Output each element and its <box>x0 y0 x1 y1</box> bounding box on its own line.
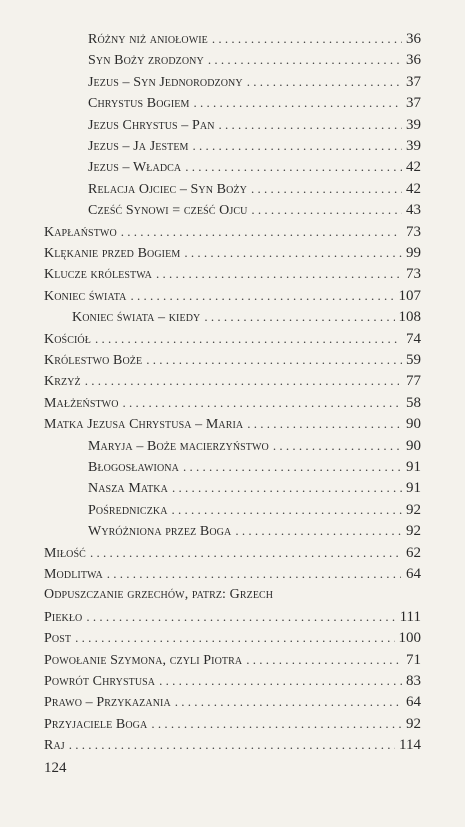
index-entry-label: Matka Jezusa Chrystusa – Maria <box>44 417 244 433</box>
index-entry <box>44 331 421 351</box>
index-entry-page: 39 <box>406 138 421 154</box>
dot-leader <box>219 117 402 133</box>
index-entry-label: Jezus – Władca <box>88 160 182 176</box>
index-entry <box>44 630 421 650</box>
index-entry-page: 90 <box>406 437 421 454</box>
index-entry-page: 99 <box>406 245 421 261</box>
index-entry-label: Wyróżniona przez Boga <box>88 524 232 540</box>
index-entry-label: Różny niż aniołowie <box>88 32 208 47</box>
index-entry-label: Syn Boży zrodzony <box>88 53 204 69</box>
index-entry-label: Jezus – Syn Jednorodzony <box>88 74 243 90</box>
index-entry <box>44 652 421 672</box>
dot-leader <box>159 673 402 689</box>
index-entry <box>72 309 421 329</box>
index-entry <box>88 159 421 179</box>
index-entry-label: Powołanie Szymona, czyli Piotra <box>44 652 243 668</box>
dot-leader <box>75 630 394 646</box>
index-entry <box>88 117 421 137</box>
index-entry-label: Post <box>44 631 72 647</box>
index-entry-page: 77 <box>406 373 421 390</box>
index-entry-label: Odpuszczanie grzechów, patrz: Grzech <box>44 587 274 603</box>
index-entry-page: 71 <box>406 651 421 668</box>
dot-leader <box>184 245 402 261</box>
dot-leader <box>208 52 402 68</box>
index-entry-label: Cześć Synowi = cześć Ojcu <box>88 203 248 219</box>
index-entry-page: 36 <box>406 52 421 69</box>
index-entry-label: Jezus Chrystus – Pan <box>88 117 215 133</box>
dot-leader <box>251 202 402 218</box>
index-entry <box>44 416 421 436</box>
index-entry <box>88 523 421 543</box>
index-entry-label: Modlitwa <box>44 567 103 582</box>
index-entry-page: 37 <box>406 95 421 112</box>
index-entry-page: 107 <box>398 287 421 304</box>
index-entry <box>88 438 421 458</box>
dot-leader <box>123 395 402 411</box>
dot-leader <box>247 74 402 90</box>
index-entry-page: 64 <box>406 566 421 582</box>
dot-leader <box>251 181 402 197</box>
index-entry-label: Nasza Matka <box>88 481 168 497</box>
index-entry-page: 92 <box>406 501 421 518</box>
index-entry-page: 114 <box>399 737 421 754</box>
index-entry <box>88 31 421 51</box>
index-entry <box>88 459 421 479</box>
index-entry-label: Miłość <box>44 545 86 561</box>
dot-leader <box>193 95 402 111</box>
page-number: 124 <box>44 760 67 776</box>
dot-leader <box>246 652 402 668</box>
index-entry-label: Klękanie przed Bogiem <box>44 246 181 261</box>
dot-leader <box>85 373 400 389</box>
dot-leader <box>172 480 402 496</box>
index-entry-label: Relacja Ojciec – Syn Boży <box>88 181 247 197</box>
index-entry-page: 74 <box>406 330 421 347</box>
index-entry-page: 100 <box>398 630 421 647</box>
index-entry-label: Maryja – Boże macierzyństwo <box>88 438 269 454</box>
index-entry <box>44 694 421 714</box>
dot-leader <box>146 352 402 368</box>
index-entry-label: Jezus – Ja Jestem <box>88 139 189 154</box>
dot-leader <box>273 438 402 454</box>
dot-leader <box>69 737 395 753</box>
index-entry <box>44 245 421 265</box>
index-entry-label: Pośredniczka <box>88 502 168 518</box>
index-entry-label: Błogosławiona <box>88 460 179 475</box>
index-entry-label: Przyjaciele Boga <box>44 716 148 732</box>
dot-leader <box>175 694 402 710</box>
index-entry <box>44 266 421 286</box>
index-entry <box>44 673 421 693</box>
index-entry-page: 64 <box>406 694 421 711</box>
dot-leader <box>121 224 402 240</box>
dot-leader <box>90 545 400 561</box>
index-entry-label: Koniec świata <box>44 288 127 304</box>
index-entry <box>44 395 421 415</box>
dot-leader <box>107 566 401 582</box>
index-entry <box>44 609 421 629</box>
index-entry-label: Małżeństwo <box>44 395 119 411</box>
dot-leader <box>151 716 402 732</box>
index-entry-page: 90 <box>406 416 421 433</box>
index-entry <box>88 202 421 222</box>
index-entry-page: 83 <box>406 673 421 689</box>
index-entry-page: 39 <box>406 116 421 133</box>
index-entry-page: 108 <box>398 309 421 326</box>
index-entry-label: Kościół <box>44 331 91 347</box>
index-entry <box>44 737 421 757</box>
index-entry-page: 92 <box>406 715 421 732</box>
index-entry-page: 58 <box>406 394 421 411</box>
index-entry <box>88 138 421 158</box>
index-entry-label: Koniec świata – kiedy <box>72 310 201 326</box>
index-entry-page: 73 <box>406 223 421 240</box>
dot-leader <box>185 159 402 175</box>
dot-leader <box>212 31 402 47</box>
dot-leader <box>235 523 402 539</box>
dot-leader <box>95 331 400 347</box>
dot-leader <box>172 502 402 518</box>
index-entry <box>88 480 421 500</box>
index-entry <box>44 716 421 736</box>
index-entry-page: 91 <box>406 459 421 475</box>
dot-leader <box>193 138 402 154</box>
index-entry-page: 37 <box>406 73 421 90</box>
dot-leader <box>156 266 402 282</box>
dot-leader <box>204 309 394 325</box>
index-entry <box>44 288 421 308</box>
index-entry-label: Chrystus Bogiem <box>88 96 190 112</box>
index-entry-label: Klucze królestwa <box>44 267 152 283</box>
index-entry-label: Powrót Chrystusa <box>44 674 156 689</box>
index-entry-label: Kapłaństwo <box>44 224 117 240</box>
index-entry <box>44 566 421 586</box>
index-entry-page: 43 <box>406 202 421 219</box>
index-entry-page: 36 <box>406 31 421 47</box>
index-entry-label: Krzyż <box>44 374 81 390</box>
index-entry-page: 59 <box>406 352 421 368</box>
index-entry-page: 42 <box>406 159 421 176</box>
index-entry <box>44 352 421 372</box>
dot-leader <box>130 288 394 304</box>
index-entry <box>44 587 421 607</box>
index-entry-label: Raj <box>44 738 65 754</box>
index-entry-page: 91 <box>406 480 421 497</box>
index-entry <box>88 502 421 522</box>
dot-leader <box>247 416 402 432</box>
index-entry-page: 92 <box>406 523 421 540</box>
index-entry <box>88 74 421 94</box>
index-entry <box>44 224 421 244</box>
index-entry-label: Prawo – Przykazania <box>44 695 171 711</box>
index-entry <box>88 181 421 201</box>
index-entry-page: 73 <box>406 266 421 283</box>
index-entry-page: 42 <box>406 180 421 197</box>
index-entry-page: 62 <box>406 544 421 561</box>
index-entry <box>88 52 421 72</box>
index-entry <box>44 545 421 565</box>
dot-leader <box>183 459 402 475</box>
index-entry-page: 111 <box>399 608 421 625</box>
index-entry <box>88 95 421 115</box>
index-entry <box>44 373 421 393</box>
index-entry-label: Piekło <box>44 609 83 625</box>
dot-leader <box>86 609 395 625</box>
index-entry-label: Królestwo Boże <box>44 353 143 368</box>
